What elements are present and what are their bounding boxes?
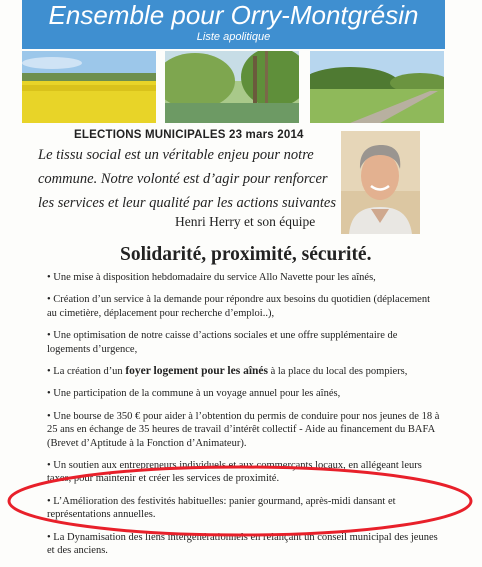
- list-item: • La Dynamisation des liens intergénérationnels en relançant un conseil municipal des jeunes et des anciens.: [47, 531, 438, 557]
- photo-trees-pond: [165, 51, 299, 123]
- proposal-list: [47, 271, 442, 567]
- list-item: • Une participation de la commune à un voyage annuel pour les aînés,: [47, 388, 341, 400]
- banner-subtitle: Liste apolitique: [196, 31, 271, 43]
- election-title: ELECTIONS MUNICIPALES 23 mars 2014: [74, 129, 304, 141]
- intro-line: Le tissu social est un véritable enjeu pour notre: [38, 147, 314, 163]
- intro-line: commune. Notre volonté est d’agir pour renforcer: [38, 171, 328, 187]
- section-heading: Solidarité, proximité, sécurité.: [120, 244, 372, 265]
- intro-paragraph: [38, 143, 338, 215]
- list-item: • Une mise à disposition hebdomadaire du service Allo Navette pour les aînés,: [47, 272, 376, 283]
- signature: Henri Herry et son équipe: [175, 214, 316, 229]
- candidate-portrait: [341, 131, 420, 234]
- photo-rapeseed-field: [22, 51, 156, 123]
- list-item: [47, 365, 442, 378]
- header-banner: [22, 0, 445, 49]
- list-item: • L’Amélioration des festivités habituelles: panier gourmand, après-midi dansant et représentations annuelles.: [47, 495, 396, 521]
- list-item: • Création d’un service à la demande pour répondre aux besoins du quotidien (déplacement au cimetière, déplacement pour recherche d’emploi..),: [47, 294, 431, 319]
- photo-country-road: [310, 51, 444, 123]
- list-item-text: à la place du local des pompiers,: [267, 366, 408, 378]
- list-item-text: • La création d’un: [47, 366, 126, 378]
- list-item-emphasis: foyer logement pour les aînés: [125, 365, 268, 378]
- list-item: • Une bourse de 350 € pour aider à l’obtention du permis de conduire pour nos jeunes de 18 à 25 ans en échange de 35 heures de travail d’intérêt collectif - Aide au financement du BAFA (Brevet d’Aptitude à la Fonction d’Animateur).: [47, 410, 440, 449]
- intro-line: les services et leur qualité par les actions suivantes: [38, 195, 337, 211]
- banner-title: Ensemble pour Orry-Montgrésin: [48, 0, 419, 30]
- list-item: • Un soutien aux entrepreneurs individuels et aux commerçants locaux, en allégeant leurs taxes, pour maintenir et créer les services de proximité.: [47, 460, 422, 485]
- list-item: • Une optimisation de notre caisse d’actions sociales et une offre supplémentaire de logements d’urgence,: [47, 330, 398, 355]
